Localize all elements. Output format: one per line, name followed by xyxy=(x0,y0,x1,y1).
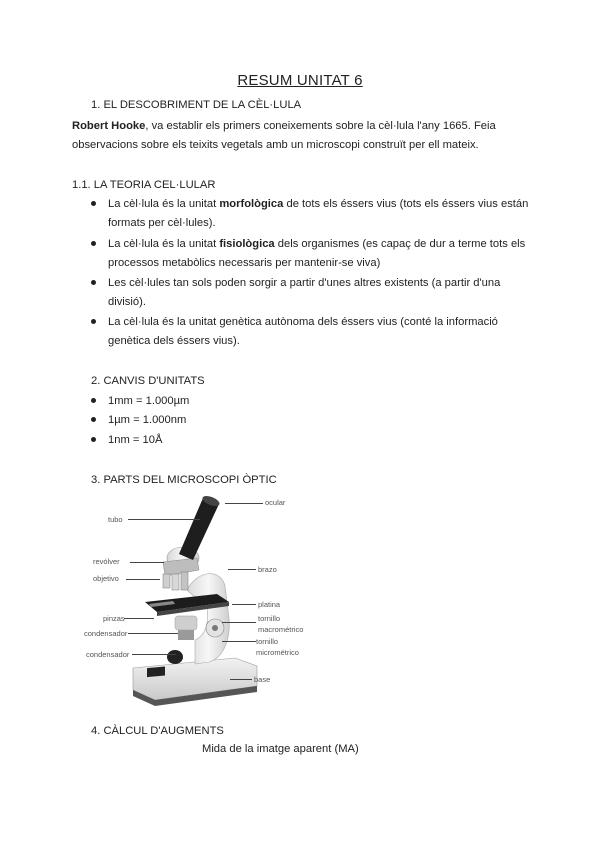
bullet-2-text-end: dels organismes (es capaç de dur a terme tots els xyxy=(274,238,526,250)
microscope-condenser xyxy=(175,616,197,630)
label-brazo: brazo xyxy=(258,565,277,574)
label-tornillo-macro: tornillo xyxy=(258,614,281,623)
base-label xyxy=(147,667,165,678)
bullet-1-text: La cèl·lula és la unitat xyxy=(108,198,220,210)
bullet-4-line-1: La cèl·lula és la unitat genètica autònoma dels éssers vius (conté la informació xyxy=(108,316,498,328)
label-revolver: revólver xyxy=(93,557,120,566)
section-2-heading: 2. CANVIS D'UNITATS xyxy=(91,375,205,387)
bullet-1-text-end: de tots els éssers vius (tots els éssers vius están xyxy=(283,198,529,210)
leader-line xyxy=(225,503,263,504)
bullet-2-line-2: processos metabòlics necessaris per mantenir-se viva) xyxy=(108,257,381,269)
leader-line xyxy=(128,633,178,634)
bullet-1-line-1 xyxy=(108,197,528,211)
objective-lens xyxy=(172,574,179,590)
objective-lens xyxy=(163,574,170,588)
bullet-1-line-2: formats per cèl·lules). xyxy=(108,217,216,229)
objective-lens xyxy=(181,572,188,590)
bullet-dot xyxy=(91,417,96,422)
leader-line xyxy=(128,519,200,520)
unit-item-3: 1nm = 10Å xyxy=(108,434,163,446)
label-condensador-2: condensador xyxy=(86,650,130,659)
light-knob xyxy=(167,650,183,664)
bullet-dot xyxy=(91,319,96,324)
microscope-tube xyxy=(179,498,219,560)
section-1-line-1 xyxy=(72,119,496,133)
section-1-line-2: observacions sobre els teixits vegetals amb un microscopi construït per ell mateix. xyxy=(72,139,479,151)
bullet-2-line-1 xyxy=(108,237,525,251)
bullet-dot xyxy=(91,201,96,206)
leader-line xyxy=(130,562,164,563)
section-3-heading: 3. PARTS DEL MICROSCOPI ÒPTIC xyxy=(91,474,277,486)
section-1-1-heading: 1.1. LA TEORIA CEL·LULAR xyxy=(72,179,216,191)
bullet-dot xyxy=(91,280,96,285)
bullet-4-line-2: genètica dels éssers vius). xyxy=(108,335,240,347)
bullet-3-line-2: divisió). xyxy=(108,296,146,308)
leader-line xyxy=(230,679,252,680)
label-condensador: condensador xyxy=(84,629,128,638)
bullet-2-bold: fisiològica xyxy=(219,238,275,250)
label-tubo: tubo xyxy=(108,515,123,524)
knob-center xyxy=(212,625,218,631)
label-ocular: ocular xyxy=(265,498,286,507)
leader-line xyxy=(222,641,256,642)
label-macrometrico: macrométrico xyxy=(258,625,304,634)
author-name: Robert Hooke xyxy=(72,120,146,132)
unit-item-2: 1µm = 1.000nm xyxy=(108,414,187,426)
label-tornillo-micro: tornillo xyxy=(256,637,279,646)
section-4-heading: 4. CÀLCUL D'AUGMENTS xyxy=(91,725,224,737)
label-pinzas: pinzas xyxy=(103,614,125,623)
bullet-2-text: La cèl·lula és la unitat xyxy=(108,238,220,250)
label-objetivo: objetivo xyxy=(93,574,119,583)
leader-line xyxy=(132,654,176,655)
leader-line xyxy=(232,604,256,605)
label-base: base xyxy=(254,675,271,684)
section-1-line-1-text: , va establir els primers coneixements sobre la cèl·lula l'any 1665. Feia xyxy=(145,120,496,132)
microscope-figure xyxy=(125,490,265,710)
label-micrometrico: micrométrico xyxy=(256,648,299,657)
bullet-dot xyxy=(91,398,96,403)
page-title: RESUM UNITAT 6 xyxy=(237,72,363,89)
unit-item-1: 1mm = 1.000µm xyxy=(108,395,190,407)
leader-line xyxy=(222,622,256,623)
bullet-dot xyxy=(91,241,96,246)
leader-line xyxy=(126,579,160,580)
formula-numerator: Mida de la imatge aparent (MA) xyxy=(202,743,359,755)
leader-line xyxy=(124,618,154,619)
bullet-1-bold: morfològica xyxy=(219,198,284,210)
bullet-3-line-1: Les cèl·lules tan sols poden sorgir a partir d'unes altres existents (a partir d'una xyxy=(108,277,501,289)
leader-line xyxy=(228,569,256,570)
section-1-heading: 1. EL DESCOBRIMENT DE LA CÈL·LULA xyxy=(91,99,302,111)
bullet-dot xyxy=(91,437,96,442)
label-platina: platina xyxy=(258,600,281,609)
condenser-lower xyxy=(178,630,194,640)
